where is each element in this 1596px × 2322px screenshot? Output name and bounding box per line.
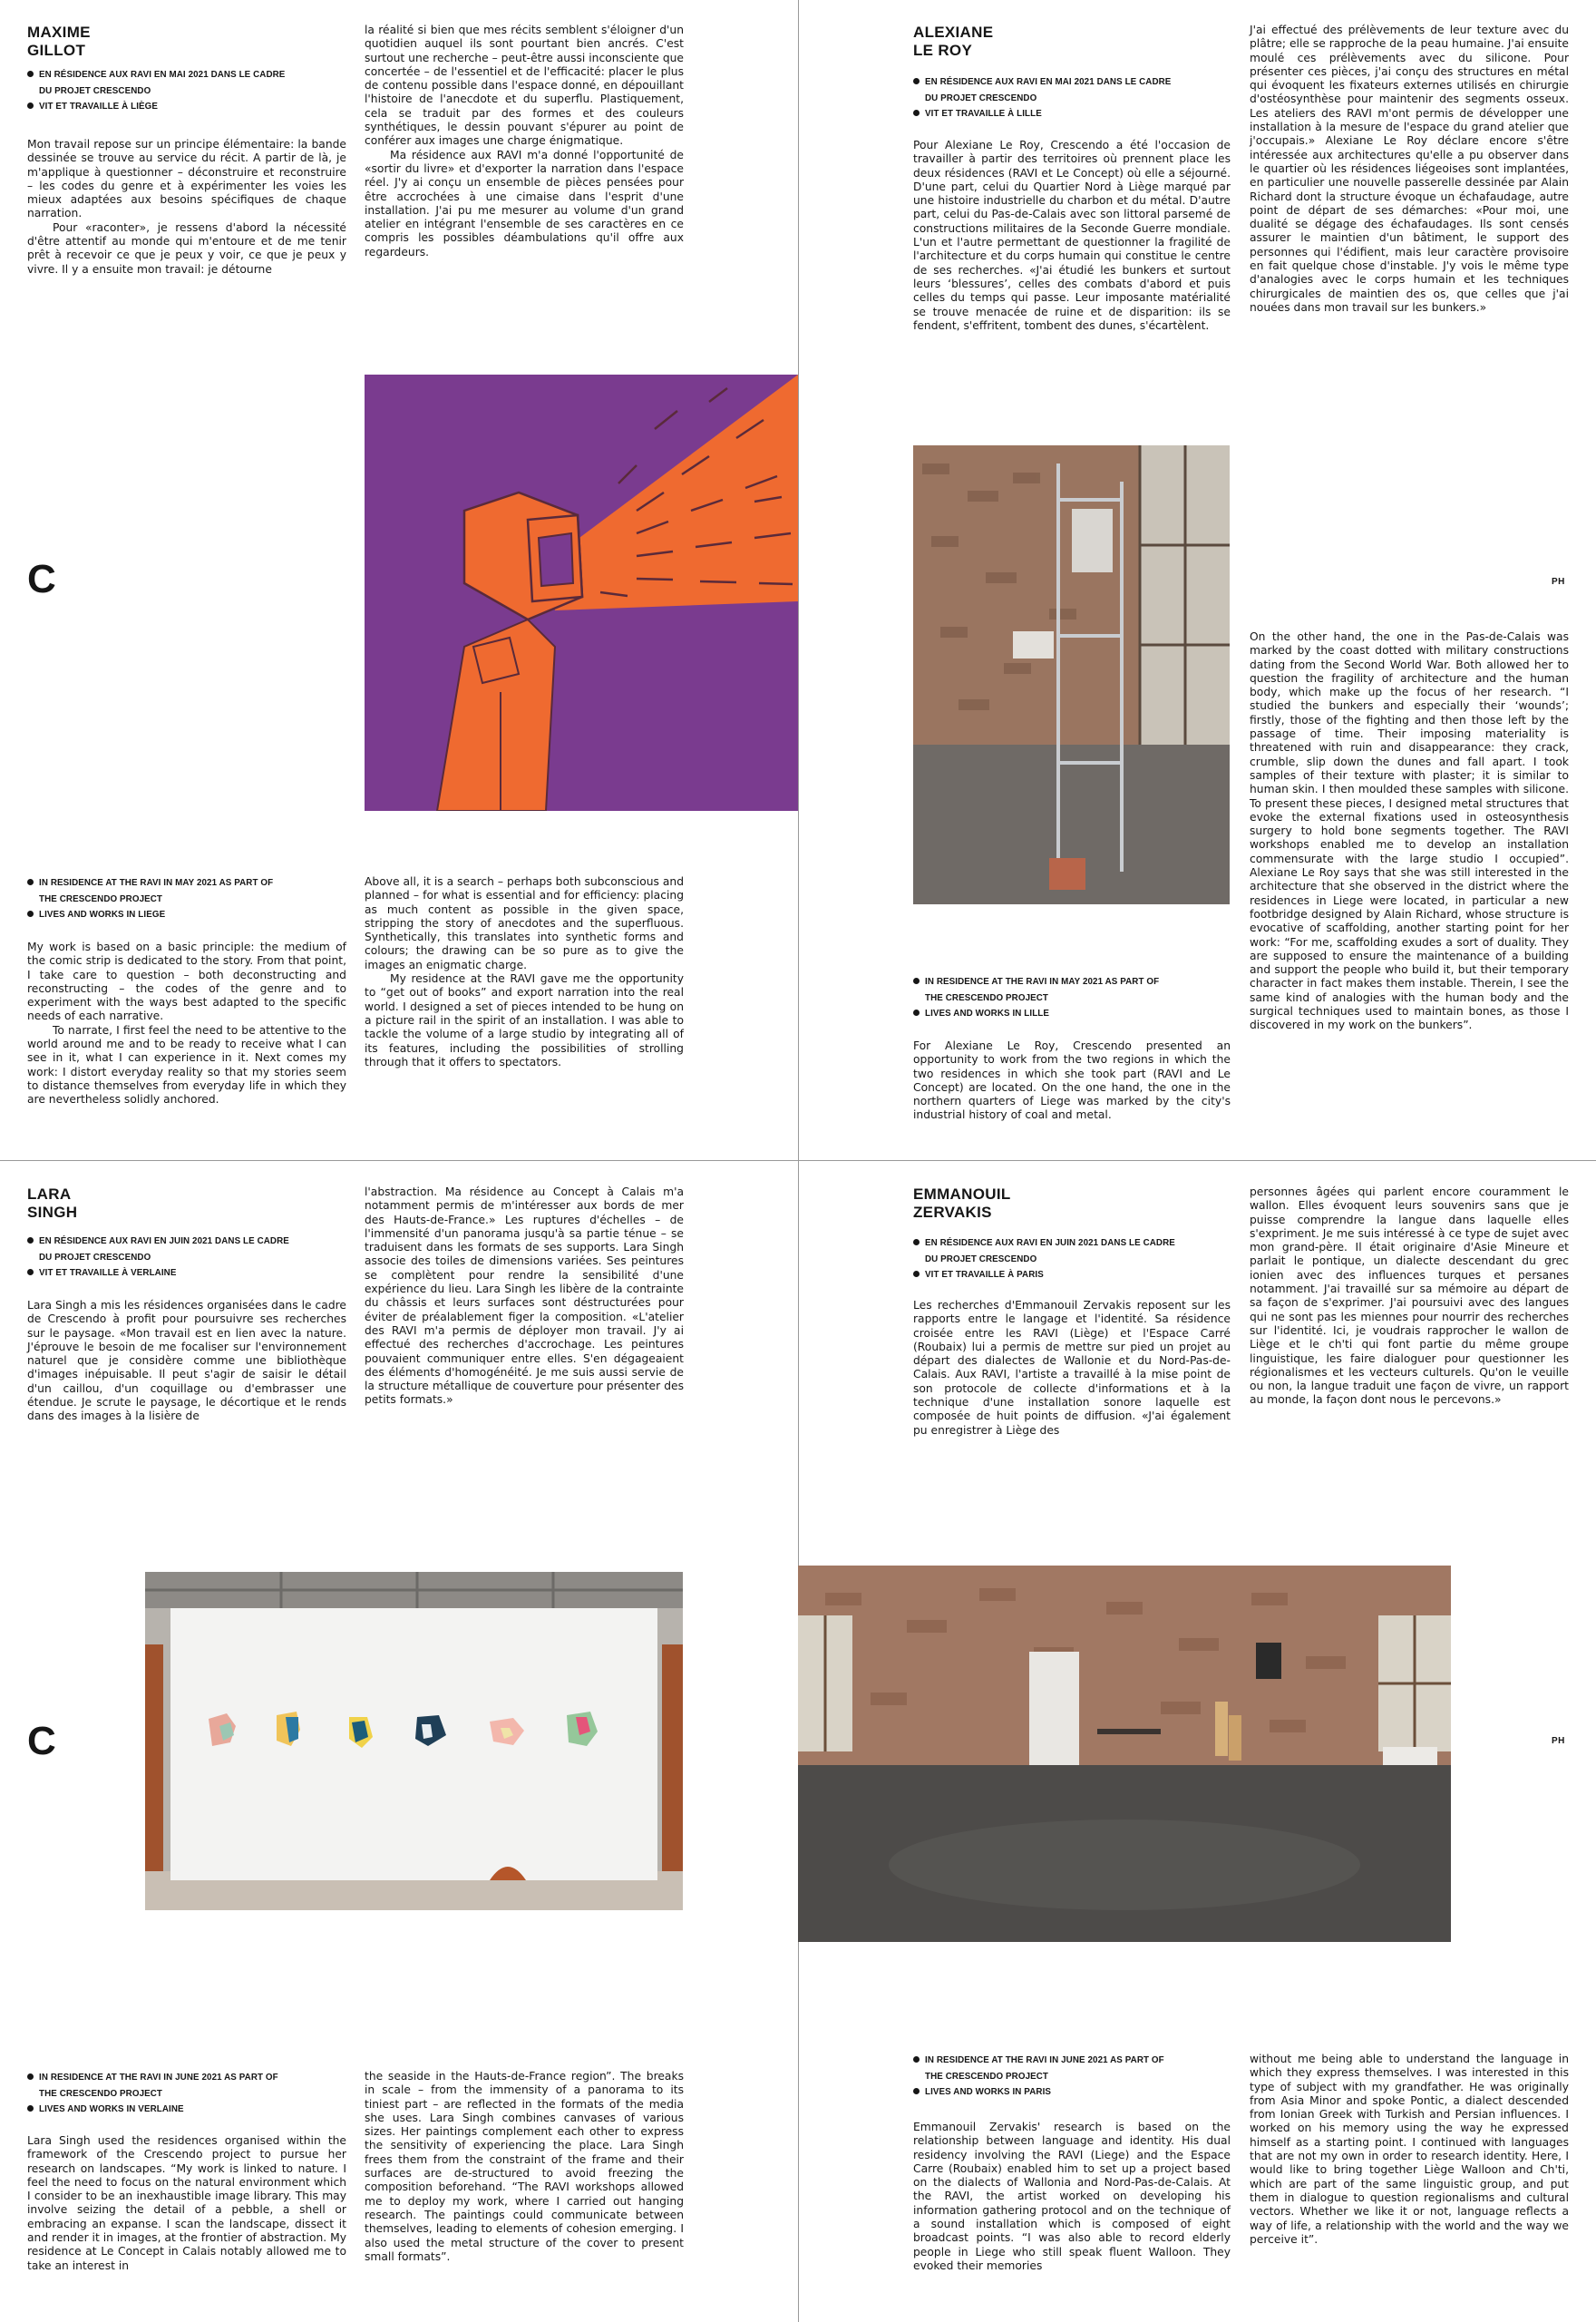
artist-name (27, 24, 354, 60)
artist-name-line1: EMMANOUIL (913, 1185, 1011, 1203)
en-bullet-residency: IN RESIDENCE AT THE RAVI IN MAY 2021 AS PART OF (913, 974, 1240, 990)
en-text-col1 (913, 2121, 1231, 2273)
artist-name (913, 24, 1240, 60)
paragraph: For Alexiane Le Roy, Crescendo presented an opportunity to work from the two regions in which the two residences in which she took part (RAVI and Le Concept) are located. On the one hand, the one in the northern quarters of Liege was marked by the city's industrial history of coal and metal. (913, 1039, 1231, 1122)
en-bullet-project: THE CRESCENDO PROJECT (925, 2071, 1049, 2082)
page-divider-horizontal (0, 1160, 1596, 1161)
en-bullet-residency: IN RESIDENCE AT THE RAVI IN JUNE 2021 AS PART OF (913, 2053, 1240, 2069)
en-bullet-location: LIVES AND WORKS IN VERLAINE (27, 2102, 354, 2118)
paragraph: Lara Singh used the residences organised within the framework of the Crescendo project to pursue her research on landscapes. “My work is linked to nature. I feel the need to focus on the natural environment which I consider to be an inexhaustible image library. This may involve seizing the detail of a pebble, a shell or embracing an expanse. I scan the landscape, dissect it and render it in images, at the frontier of abstraction. My residence at Le Concept in Calais notably allowed me to take an interest in (27, 2134, 346, 2272)
en-residency-info (913, 974, 1240, 1022)
studio-photo (798, 1566, 1451, 1942)
fr-bullet-residency: EN RÉSIDENCE AUX RAVI EN JUIN 2021 DANS LE CADRE (27, 1234, 354, 1250)
artist-name-line1: MAXIME (27, 24, 91, 41)
fr-text-col2 (365, 24, 684, 259)
en-residency-info (27, 2070, 354, 2118)
artist-name (913, 1185, 1240, 1222)
en-text-col2 (365, 875, 684, 1069)
paragraph: without me being able to understand the language in which they express themselves. I was interested in this type of subject with my grandfather. He was originally from Asia Minor and spoke Pontic, a dialect descended from Ionian Greek with Turkish and Persian influences. I worked on his memory using the way he expressed himself as a starting point. I continued with languages that are not my own in order to research identity. Here, I would like to bring together Liège Walloon and Ch'ti, which are part of the same linguistic group, and put them in dialogue to question regionalisms and cultural vectors. Whether we like it or not, language reflects a way of life, a relationship with the world and the way we perceive it”. (1250, 2053, 1569, 2246)
fr-bullet-location: VIT ET TRAVAILLE À VERLAINE (27, 1265, 354, 1282)
fr-bullet-location: VIT ET TRAVAILLE À LIÈGE (27, 99, 354, 115)
artist-name-line2: ZERVAKIS (913, 1204, 992, 1221)
paragraph: Les recherches d'Emmanouil Zervakis reposent sur les rapports entre le langage et l'identité. Sa résidence croisée entre les RAVI (Liège) et l'Espace Carré (Roubaix) lui a permis de mettre sur pied un projet au départ des dialectes de Wallonie et du Nord-Pas-de-Calais. Aux RAVI, l'artiste a travaillé à la mise point de son protocole de collecte d'informations et à la technique d'une installation sonore laquelle est composée de huit points de diffusion. «J'ai également pu enregistrer à Liège des (913, 1299, 1231, 1437)
paragraph: J'ai effectué des prélèvements de leur texture avec du plâtre; elle se rapproche de la peau humaine. J'ai ensuite moulé ces prélèvements avec du silicone. Pour présenter ces pièces, j'ai conçu des structures en métal qui évoquent les fixateurs externes utilisés en chirurgie d'ostéosynthèse pour maintenir des segments osseux. Les ateliers des RAVI m'ont permis de développer une installation à la mesure de l'espace du grand atelier que j'occupais.» Alexiane Le Roy déclare encore s'être intéressée aux architectures qu'elle a pu observer dans le quartier où les résidences liégeoises sont implantées, en particulier une nouvelle passerelle dessinée par Alain Richard dont la structure évoque un échafaudage, autre point de départ de ses démarches: «Pour moi, une dualité se dégage des échafaudages. Ils sont censés assurer le maintien d'un bâtiment, le support des personnes qui l'édifient, mais leur caractère provisoire en fait quelque chose d'instable. J'y vois le même type d'analogies avec le corps humain et les techniques chirurgicales de maintien des os, que celles que j'ai nouées dans mon travail sur les bunkers.» (1250, 24, 1569, 314)
en-text-col2 (365, 2070, 684, 2264)
en-bullet-project: THE CRESCENDO PROJECT (925, 992, 1049, 1003)
fr-text-col1 (27, 138, 346, 277)
section-letter: C (27, 1719, 56, 1763)
fr-residency-info (913, 74, 1240, 122)
paragraph: Pour «raconter», je ressens d'abord la nécessité d'être attentif au monde qui m'entoure et de me tenir prêt à recevoir ce que je peux y voir, ce que je peux y vivre. Il y a ensuite mon travail: je détourne (27, 220, 346, 276)
fr-bullet-project: DU PROJET CRESCENDO (925, 93, 1037, 103)
en-bullet-location: LIVES AND WORKS IN PARIS (913, 2084, 1240, 2101)
artist-name-line2: SINGH (27, 1204, 78, 1221)
en-bullet-project: THE CRESCENDO PROJECT (39, 2088, 163, 2099)
paragraph: To narrate, I first feel the need to be attentive to the world around me and to be ready to receive what I can see in it, what I can experience in it. Next comes my work: I distort everyday reality so that my stories seem to distance themselves from everyday life in which they are nevertheless solidly anchored. (27, 1023, 346, 1107)
fr-bullet-location: VIT ET TRAVAILLE À LILLE (913, 106, 1240, 122)
fr-text-col2 (365, 1185, 684, 1408)
paintings-installation-photo (145, 1572, 683, 1910)
en-text-col1 (913, 1039, 1231, 1123)
en-bullet-residency: IN RESIDENCE AT THE RAVI IN MAY 2021 AS PART OF (27, 875, 354, 892)
fr-residency-info (913, 1235, 1240, 1283)
fr-text-col1 (913, 139, 1231, 333)
artist-name-line1: ALEXIANE (913, 24, 994, 41)
paragraph: Lara Singh a mis les résidences organisées dans le cadre de Crescendo à profit pour poursuivre ses recherches sur le paysage. «Mon travail est en lien avec la nature. J'éprouve le besoin de me focaliser sur l'environnement naturel que je considère comme une bibliothèque d'images inépuisable. Il peut s'agir de saisir le détail d'un caillou, d'un coquillage ou d'embrasser une étendue. Je scrute le paysage, le décortique et le rends dans des images à la lisière de (27, 1299, 346, 1423)
en-residency-info (27, 875, 354, 923)
artist-name-line1: LARA (27, 1185, 72, 1203)
paragraph: Emmanouil Zervakis' research is based on the relationship between language and identity. His dual residency involving the RAVI (Liege) and the Espace Carre (Roubaix) enabled him to set up a project based on the dialects of Wallonia and Nord-Pas-de-Calais. At the RAVI, the artist worked on developing his information gathering protocol and on the technique of a sound installation which is composed of eight broadcast points. “I was also able to record elderly people in Liege who still speak fluent Walloon. They evoked their memories (913, 2121, 1231, 2272)
paragraph: the seaside in the Hauts-de-France region”. The breaks in scale – from the immensity of a panorama to its tiniest part – are reflected in the formats of the media she uses. Lara Singh combines canvases of various sizes. Her paintings complement each other to express the sensitivity of experiencing the place. Lara Singh frees them from the constraint of the frame and their surfaces are de-structured to avoid freezing the composition beforehand. “The RAVI workshops allowed me to deploy my work, where I carried out hanging research. The paintings could communicate between themselves, leading to elements of cohesion emerging. I also used the metal structure of the cover to present small formats”. (365, 2070, 684, 2263)
paragraph: Mon travail repose sur un principe élémentaire: la bande dessinée se trouve au service du récit. A partir de là, je m'applique à questionner – déconstruire et reconstruire – les codes du genre et à expérimenter les voies les mieux adaptées aux besoins spécifiques de chaque narration. (27, 138, 346, 220)
artist-name-line2: LE ROY (913, 42, 973, 59)
en-bullet-location: LIVES AND WORKS IN LILLE (913, 1006, 1240, 1022)
fr-bullet-residency: EN RÉSIDENCE AUX RAVI EN JUIN 2021 DANS LE CADRE (913, 1235, 1240, 1252)
installation-photo (913, 445, 1230, 904)
paragraph: My residence at the RAVI gave me the opportunity to “get out of books” and export narration into the real world. I designed a set of pieces intended to be hung on a picture rail in the spirit of an installation. I was able to tackle the volume of a large studio by integrating all of its features, including the possibilities of strolling through that it offers to spectators. (365, 972, 684, 1068)
fr-text-col2 (1250, 24, 1569, 315)
paragraph: On the other hand, the one in the Pas-de-Calais was marked by the coast dotted with military constructions dating from the Second World War. Both allowed her to question the fragility of architecture and the human body, which make up the focus of her research. “I studied the bunkers and especially their ‘wounds’; firstly, those of the fighting and then those left by the passage of time. Their imposing materiality is threatened with ruin and disappearance: they crack, crumble, slip down the dunes and fall apart. I took samples of their texture with plaster; it is similar to human skin. I then moulded these samples with silicone. To present these pieces, I designed metal structures that evoke the external fixations used in osteosynthesis surgery to hold bone segments together. The RAVI workshops enabled me to develop an installation commensurate with the large studio I occupied”. Alexiane Le Roy says that she was still interested in the architecture that she observed in the district where the residences in Liege were located, in particular a new footbridge designed by Alain Richard, whose structure is evocative of scaffolding, another starting point for her work: “For me, scaffolding exudes a sort of duality. They are supposed to ensure the maintenance of a building and support the people who build it, but their temporary character in fact makes them instable. Therein, I see the same kind of analogies with the human body and the surgical techniques used to maintain bones, as those I discovered in my work on the bunkers”. (1250, 630, 1569, 1032)
en-residency-info (913, 2053, 1240, 2101)
artist-name-line2: GILLOT (27, 42, 86, 59)
en-text-col1 (27, 2134, 346, 2273)
page-divider-top (798, 0, 799, 1160)
en-text-col2 (1250, 2053, 1569, 2247)
fr-bullet-project: DU PROJET CRESCENDO (925, 1254, 1037, 1264)
fr-bullet-location: VIT ET TRAVAILLE À PARIS (913, 1267, 1240, 1283)
paragraph: la réalité si bien que mes récits semblent s'éloigner d'un quotidien auquel ils sont pourtant bien ancrés. C'est surtout une recherche – peut-être aussi inconsciente que concertée – de l'essentiel et de l'efficacité: placer le plus de contenu possible dans l'espace donné, en dépouillant l'histoire de l'anecdote et du superflu. Plastiquement, cela se traduit par des formes et des couleurs synthétiques, le dessin pouvant s'épurer au point de conférer aux images une charge énigmatique. (365, 24, 684, 148)
paragraph: Pour Alexiane Le Roy, Crescendo a été l'occasion de travailler à partir des territoires où prennent place les deux résidences (RAVI et Le Concept) où elle a séjourné. D'une part, celui du Quartier Nord à Liège marqué par une histoire industrielle du charbon et du métal. D'autre part, celui du Pas-de-Calais avec son littoral parsemé de constructions militaires de la Seconde Guerre mondiale. L'un et l'autre permettant de questionner la fragilité de l'architecture et du corps humain qui constitue le centre de ses recherches. «J'ai étudié les bunkers et surtout leurs ‘blessures’, celles des combats d'abord et puis celles du temps qui passe. Leur imposante matérialité se trouve menacée de ruine et de disparition: ils se fendent, s'effritent, tombent des dunes, s'écartèlent. (913, 139, 1231, 332)
fr-residency-info (27, 67, 354, 115)
fr-text-col1 (27, 1299, 346, 1424)
photo-credit-label: PH (1552, 1736, 1565, 1746)
fr-bullet-project: DU PROJET CRESCENDO (39, 1252, 151, 1263)
comic-illustration (365, 375, 798, 811)
en-text-col1 (27, 941, 346, 1107)
en-bullet-residency: IN RESIDENCE AT THE RAVI IN JUNE 2021 AS PART OF (27, 2070, 354, 2086)
paragraph: l'abstraction. Ma résidence au Concept à Calais m'a notamment permis de m'intéresser aux bords de mer des Hauts-de-France.» Les ruptures d'échelles – de l'immensité d'un panorama jusqu'à sa partie ténue – se traduisent dans les formats de ses supports. Lara Singh associe des toiles de dimensions variées. Ses peintures se complètent pour rendre la sensibilité d'une expérience du lieu. Lara Singh les libère de la contrainte du châssis et leurs surfaces sont déstructurées pour éviter de préalablement figer la composition. «L'atelier des RAVI m'a permis de déployer mon travail. J'y ai effectué des recherches d'accrochage. Les peintures pouvaient communiquer entre elles. S'en dégageaient des éléments d'homogénéité. Je me suis aussi servie de la structure métallique de couverture pour présenter des petits formats.» (365, 1185, 684, 1407)
en-bullet-project: THE CRESCENDO PROJECT (39, 893, 163, 904)
fr-text-col1 (913, 1299, 1231, 1438)
fr-bullet-residency: EN RÉSIDENCE AUX RAVI EN MAI 2021 DANS LE CADRE (27, 67, 354, 83)
fr-text-col2 (1250, 1185, 1569, 1408)
fr-residency-info (27, 1234, 354, 1282)
section-letter: C (27, 557, 56, 601)
paragraph: Ma résidence aux RAVI m'a donné l'opportunité de «sortir du livre» et d'exporter la narration dans l'espace réel. J'y ai conçu un ensemble de pièces pensées pour être accrochées à une cimaise dans l'esprit d'une installation. J'ai pu me mesurer au volume d'un grand atelier en intégrant l'ensemble de ses caractères en ce compris les possibles déambulations qu'il offre aux regardeurs. (365, 148, 684, 259)
photo-credit-label: PH (1552, 577, 1565, 587)
artist-name (27, 1185, 354, 1222)
en-bullet-location: LIVES AND WORKS IN LIEGE (27, 907, 354, 923)
fr-bullet-project: DU PROJET CRESCENDO (39, 85, 151, 96)
paragraph: Above all, it is a search – perhaps both subconscious and planned – for what is essential and for efficiency: placing as much content as possible in the given space, stripping the story of anecdotes and the superfluous. Synthetically, this translates into synthetic forms and colours; the drawing can be so pure as to give the images an enigmatic charge. (365, 875, 684, 971)
paragraph: personnes âgées qui parlent encore couramment le wallon. Elles évoquent leurs souvenirs sans que je puisse comprendre la langue dans laquelle elles s'expriment. Je me suis intéressé à ce type de sujet avec mon grand-père. Il était originaire d'Asie Mineure et parlait le pontique, un dialecte descendant du grec ionien avec des influences turques et persanes notamment. J'ai travaillé sur sa mémoire au départ de sa façon de s'exprimer. J'ai poursuivi avec des langues qui ne sont pas les miennes pour nourrir des recherches sur l'identité. Ici, je voudrais rapprocher le wallon de Liège et le ch'ti qui font partie du même groupe linguistique, les faire dialoguer pour questionner les régionalismes et les vecteurs culturels. Qu'on le veuille ou non, la langue traduit une façon de vivre, un rapport au monde, la façon dont nous le percevons.» (1250, 1185, 1569, 1407)
fr-bullet-residency: EN RÉSIDENCE AUX RAVI EN MAI 2021 DANS LE CADRE (913, 74, 1240, 91)
paragraph: My work is based on a basic principle: the medium of the comic strip is dedicated to the story. From that point, I take care to question – both deconstructing and reconstructing – the codes of the genre and to experiment with the ways best adapted to the specific needs of each narrative. (27, 941, 346, 1023)
en-text-col2 (1250, 630, 1569, 1033)
